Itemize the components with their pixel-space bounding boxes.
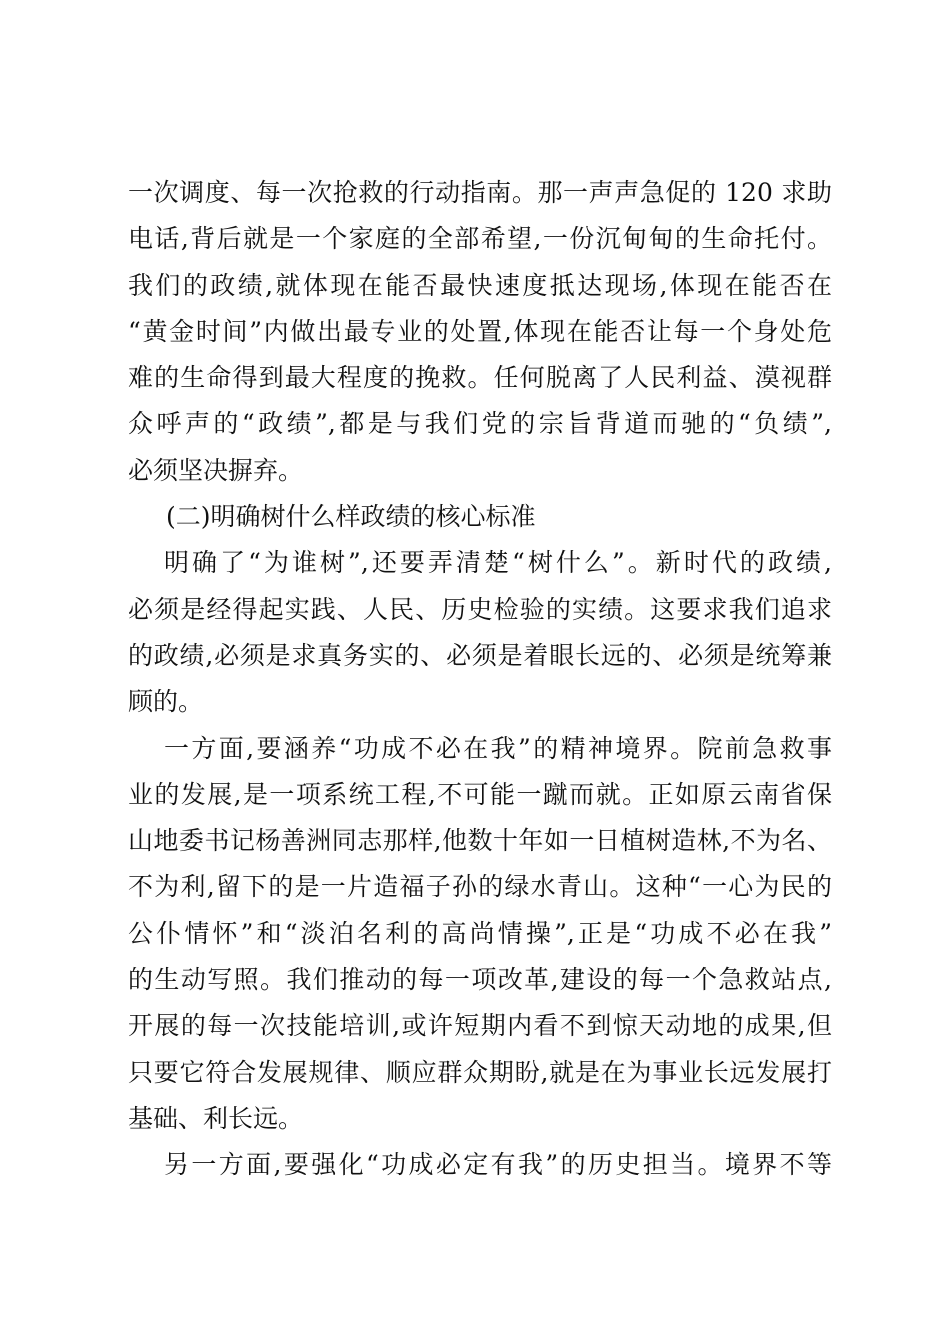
text-line: 众呼声的“政绩”,都是与我们党的宗旨背道而驰的“负绩”, [128,409,832,439]
text-line: 我们的政绩,就体现在能否最快速度抵达现场,体现在能否在 [128,270,832,300]
text-line: 只要它符合发展规律、顺应群众期盼,就是在为事业长远发展打 [128,1057,832,1087]
text-line: 公仆情怀”和“淡泊名利的高尚情操”,正是“功成不必在我” [128,918,832,948]
text-line: 必须坚决摒弃。 [128,455,304,485]
text-line: 山地委书记杨善洲同志那样,他数十年如一日植树造林,不为名、 [128,826,832,856]
text-line: 必须是经得起实践、人民、历史检验的实绩。这要求我们追求 [128,594,832,624]
text-line: 电话,背后就是一个家庭的全部希望,一份沉甸甸的生命托付。 [128,224,832,254]
section-heading [128,494,832,540]
text-line: 的生动写照。我们推动的每一项改革,建设的每一个急救站点, [128,965,832,995]
heading-text: (二)明确树什么样政绩的核心标准 [166,502,536,532]
text-line: 业的发展,是一项系统工程,不可能一蹴而就。正如原云南省保 [128,779,832,809]
paragraph [128,540,832,725]
paragraph [128,726,832,1143]
text-line: 另一方面,要强化“功成必定有我”的历史担当。境界不等 [164,1150,832,1180]
text-line: 的政绩,必须是求真务实的、必须是着眼长远的、必须是统筹兼 [128,640,832,670]
paragraph [128,1142,832,1188]
text-line: 一次调度、每一次抢救的行动指南。那一声声急促的 120 求助 [128,178,832,207]
text-line: 顾的。 [128,687,204,717]
text-line: 不为利,留下的是一片造福子孙的绿水青山。这种“一心为民的 [128,872,832,902]
paragraph-continuation [128,170,832,494]
text-line: 难的生命得到最大程度的挽救。任何脱离了人民利益、漠视群 [128,363,832,393]
text-line: 基础、利长远。 [128,1103,304,1133]
text-line: 一方面,要涵养“功成不必在我”的精神境界。院前急救事 [164,733,832,763]
text-line: 开展的每一次技能培训,或许短期内看不到惊天动地的成果,但 [128,1011,832,1041]
document-body [128,170,832,1189]
text-line: “黄金时间”内做出最专业的处置,体现在能否让每一个身处危 [128,316,832,346]
text-line: 明确了“为谁树”,还要弄清楚“树什么”。新时代的政绩, [164,548,832,578]
